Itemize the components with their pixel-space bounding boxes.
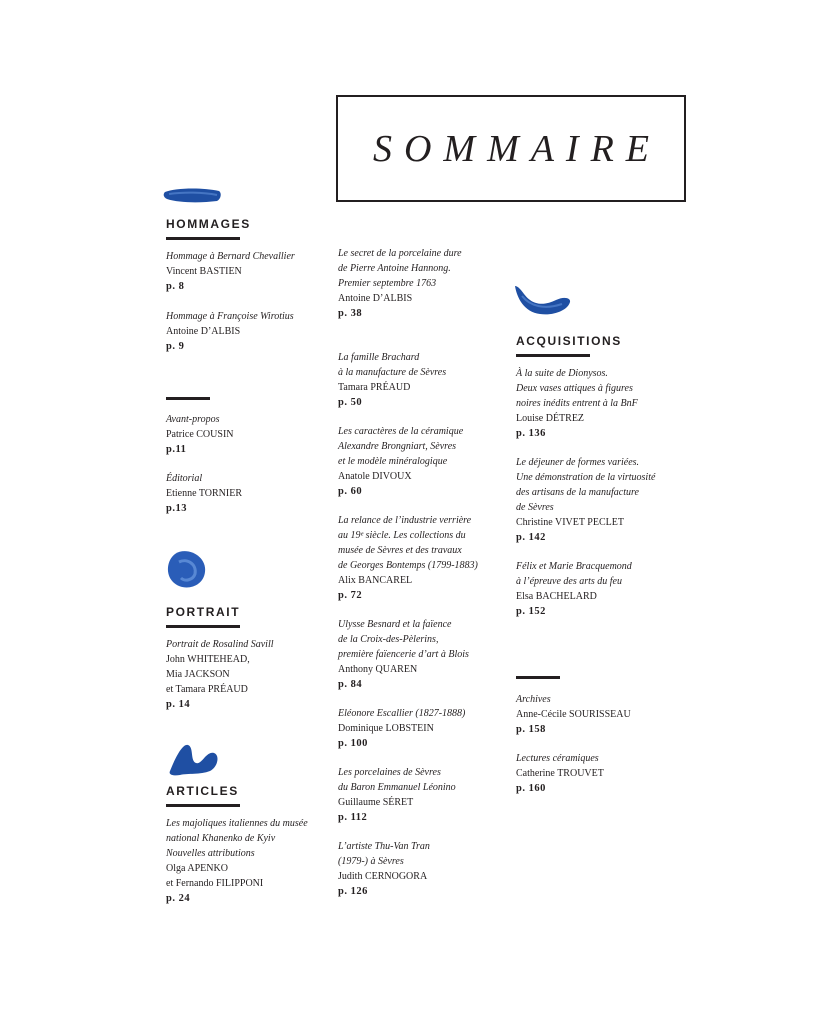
entry-author: Antoine D’ALBIS <box>166 326 241 337</box>
entry-page: p. 142 <box>516 532 546 543</box>
entry-title: Eléonore Escallier (1827-1888) <box>338 708 466 719</box>
section-heading-acquisitions: ACQUISITIONS <box>516 334 622 348</box>
entry-page: p.13 <box>166 503 187 514</box>
entry-page: p. 24 <box>166 893 191 904</box>
section-heading-portrait: PORTRAIT <box>166 605 241 619</box>
toc-entry <box>166 249 336 294</box>
entry-title: Hommage à Bernard Chevallier <box>166 251 295 262</box>
entry-page: p. 8 <box>166 281 185 292</box>
entry-page: p. 136 <box>516 428 546 439</box>
toc-entry <box>516 366 696 441</box>
toc-entry <box>166 412 336 457</box>
entry-title: Une démonstration de la virtuosité <box>516 472 656 483</box>
title-box <box>336 95 686 202</box>
entry-author: Anthony QUAREN <box>338 664 418 675</box>
toc-entry <box>516 692 696 737</box>
entry-title: La relance de l’industrie verrière <box>338 515 472 526</box>
column-1 <box>166 217 336 354</box>
toc-entry <box>516 751 696 796</box>
entry-author: Patrice COUSIN <box>166 429 234 440</box>
entry-title: Les majoliques italiennes du musée <box>166 818 308 829</box>
toc-entry <box>338 706 508 751</box>
entry-page: p. 38 <box>338 308 363 319</box>
entry-page: p. 84 <box>338 679 363 690</box>
toc-entry <box>166 816 336 906</box>
column-3 <box>516 334 696 619</box>
entry-page: p. 160 <box>516 783 546 794</box>
entry-title: Portrait de Rosalind Savill <box>166 639 274 650</box>
entry-title: Hommage à Françoise Wirotius <box>166 311 294 322</box>
entry-title: Avant-propos <box>166 414 220 425</box>
entry-author: et Tamara PRÉAUD <box>166 684 248 695</box>
entry-author: Christine VIVET PECLET <box>516 517 624 528</box>
entry-title: Le déjeuner de formes variées. <box>516 457 640 468</box>
toc-entry <box>338 839 508 899</box>
brush-stroke-articles-icon <box>166 737 222 777</box>
page-title: SOMMAIRE <box>372 127 662 170</box>
entry-title: À la suite de Dionysos. <box>516 368 608 379</box>
entry-title: du Baron Emmanuel Léonino <box>338 782 456 793</box>
entry-author: Catherine TROUVET <box>516 768 604 779</box>
entry-author: Judith CERNOGORA <box>338 871 428 882</box>
entry-title: Ulysse Besnard et la faïence <box>338 619 452 630</box>
toc-entry <box>338 513 508 603</box>
section-heading-hommages: HOMMAGES <box>166 217 251 231</box>
brush-stroke-hommages-icon <box>163 184 223 206</box>
toc-entry <box>166 637 336 712</box>
entry-author: Antoine D’ALBIS <box>338 293 413 304</box>
column-1-portrait <box>166 605 336 712</box>
divider-rule <box>166 397 210 400</box>
entry-title: Le secret de la porcelaine dure <box>338 248 462 259</box>
column-2 <box>338 246 508 899</box>
heading-rule <box>166 804 240 807</box>
entry-title: de Sèvres <box>516 502 554 513</box>
entry-author: Anatole DIVOUX <box>338 471 412 482</box>
toc-entry <box>166 471 336 516</box>
entry-title: à la manufacture de Sèvres <box>338 367 447 378</box>
toc-entry <box>516 559 696 619</box>
entry-page: p. 126 <box>338 886 368 897</box>
entry-author: Alix BANCAREL <box>338 575 413 586</box>
entry-page: p. 72 <box>338 590 363 601</box>
entry-title: Les porcelaines de Sèvres <box>338 767 441 778</box>
entry-title: Nouvelles attributions <box>166 848 255 859</box>
entry-title: Lectures céramiques <box>516 753 599 764</box>
section-heading-articles: ARTICLES <box>166 784 239 798</box>
entry-title: au 19ᵉ siècle. Les collections du <box>338 530 466 541</box>
heading-rule <box>166 237 240 240</box>
entry-page: p. 112 <box>338 812 368 823</box>
entry-author: John WHITEHEAD, <box>166 654 250 665</box>
entry-title: à l’épreuve des arts du feu <box>516 576 622 587</box>
entry-author: Tamara PRÉAUD <box>338 382 411 393</box>
entry-title: L’artiste Thu-Van Tran <box>338 841 430 852</box>
entry-title: de Pierre Antoine Hannong. <box>338 263 451 274</box>
entry-page: p. 152 <box>516 606 546 617</box>
entry-author: Mia JACKSON <box>166 669 230 680</box>
column-1-intro <box>166 412 336 516</box>
entry-title: Deux vases attiques à figures <box>516 383 633 394</box>
entry-author: Elsa BACHELARD <box>516 591 597 602</box>
entry-author: et Fernando FILIPPONI <box>166 878 264 889</box>
entry-page: p. 100 <box>338 738 368 749</box>
entry-page: p. 14 <box>166 699 191 710</box>
entry-page: p. 158 <box>516 724 546 735</box>
entry-author: Etienne TORNIER <box>166 488 243 499</box>
entry-title: Archives <box>516 694 551 705</box>
heading-rule <box>166 625 240 628</box>
entry-title: Félix et Marie Bracquemond <box>516 561 632 572</box>
entry-title: (1979-) à Sèvres <box>338 856 404 867</box>
entry-page: p.11 <box>166 444 187 455</box>
toc-entry <box>166 309 336 354</box>
brush-stroke-portrait-icon <box>165 548 209 592</box>
toc-entry <box>338 246 508 321</box>
entry-page: p. 9 <box>166 341 185 352</box>
entry-title: La famille Brachard <box>338 352 420 363</box>
toc-entry <box>338 765 508 825</box>
toc-entry <box>338 617 508 692</box>
entry-title: première faïencerie d’art à Blois <box>338 649 469 660</box>
entry-title: de Georges Bontemps (1799-1883) <box>338 560 478 571</box>
column-1-articles <box>166 784 336 906</box>
entry-title: noires inédits entrent à la BnF <box>516 398 638 409</box>
entry-author: Olga APENKO <box>166 863 228 874</box>
entry-author: Vincent BASTIEN <box>166 266 242 277</box>
column-3-back <box>516 692 696 796</box>
toc-entry <box>516 455 696 545</box>
entry-page: p. 60 <box>338 486 363 497</box>
heading-rule <box>516 354 590 357</box>
toc-entry <box>338 424 508 499</box>
entry-author: Dominique LOBSTEIN <box>338 723 434 734</box>
entry-title: musée de Sèvres et des travaux <box>338 545 462 556</box>
entry-title: des artisans de la manufacture <box>516 487 639 498</box>
entry-author: Anne-Cécile SOURISSEAU <box>516 709 631 720</box>
entry-title: Éditorial <box>166 473 203 484</box>
entry-author: Louise DÉTREZ <box>516 413 585 424</box>
entry-page: p. 50 <box>338 397 363 408</box>
entry-title: national Khanenko de Kyiv <box>166 833 276 844</box>
entry-title: Premier septembre 1763 <box>338 278 437 289</box>
entry-title: Les caractères de la céramique <box>338 426 464 437</box>
entry-author: Guillaume SÉRET <box>338 797 414 808</box>
entry-title: et le modèle minéralogique <box>338 456 448 467</box>
toc-entry <box>338 350 508 410</box>
brush-stroke-acquisitions-icon <box>512 282 574 320</box>
entry-title: Alexandre Brongniart, Sèvres <box>338 441 457 452</box>
entry-title: de la Croix-des-Pèlerins, <box>338 634 439 645</box>
divider-rule <box>516 676 560 679</box>
